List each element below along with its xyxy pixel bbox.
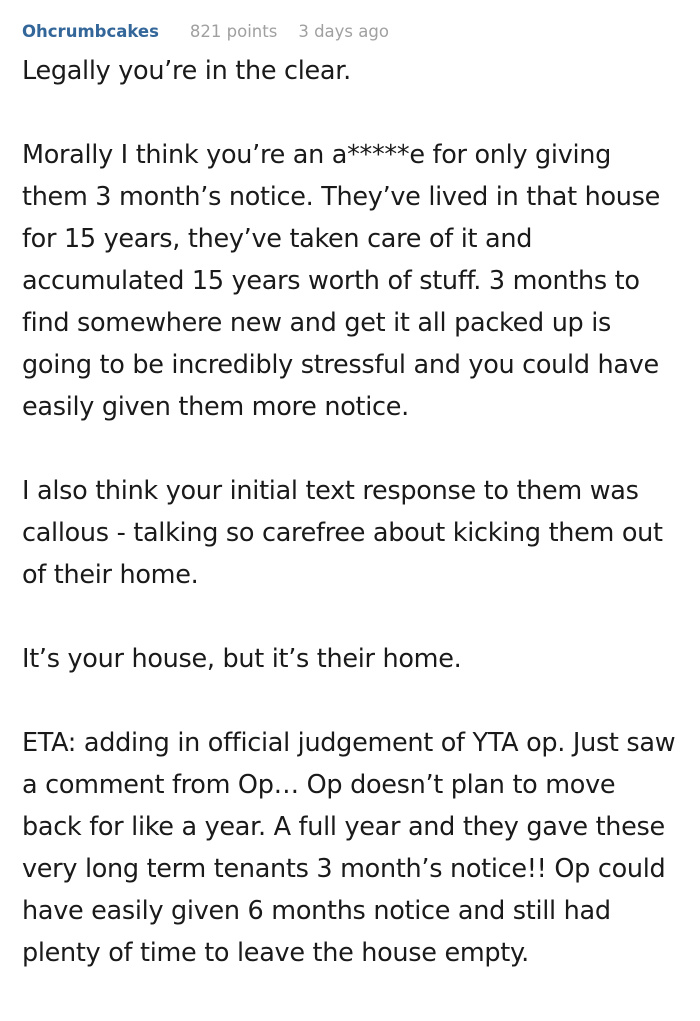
comment-meta <box>22 18 682 44</box>
comment-paragraph: ETA: adding in official judgement of YTA op. Just saw a comment from Op… Op doesn’t plan to move back for like a year. A full year and they gave these very long term tenants 3 month’s notice!! Op could have easily given 6 months notice and still had plenty of time to leave the house empty. <box>22 728 676 968</box>
comment-paragraph: It’s your house, but it’s their home. <box>22 644 462 674</box>
author-link[interactable]: Ohcrumbcakes <box>22 21 159 41</box>
comment-paragraph: Legally you’re in the clear. <box>22 56 351 86</box>
comment-paragraph: Morally I think you’re an a*****e for only giving them 3 month’s notice. They’ve lived in that house for 15 years, they’ve taken care of it and accumulated 15 years worth of stuff. 3 months to find somewhere new and get it all packed up is going to be incredibly stressful and you could have easily given them more notice. <box>22 140 661 422</box>
timestamp: 3 days ago <box>298 21 389 41</box>
comment-paragraph: I also think your initial text response to them was callous - talking so carefree about kicking them out of their home. <box>22 476 663 590</box>
comment-body <box>22 50 682 974</box>
points-count: 821 points <box>189 21 278 41</box>
comment <box>22 18 682 974</box>
